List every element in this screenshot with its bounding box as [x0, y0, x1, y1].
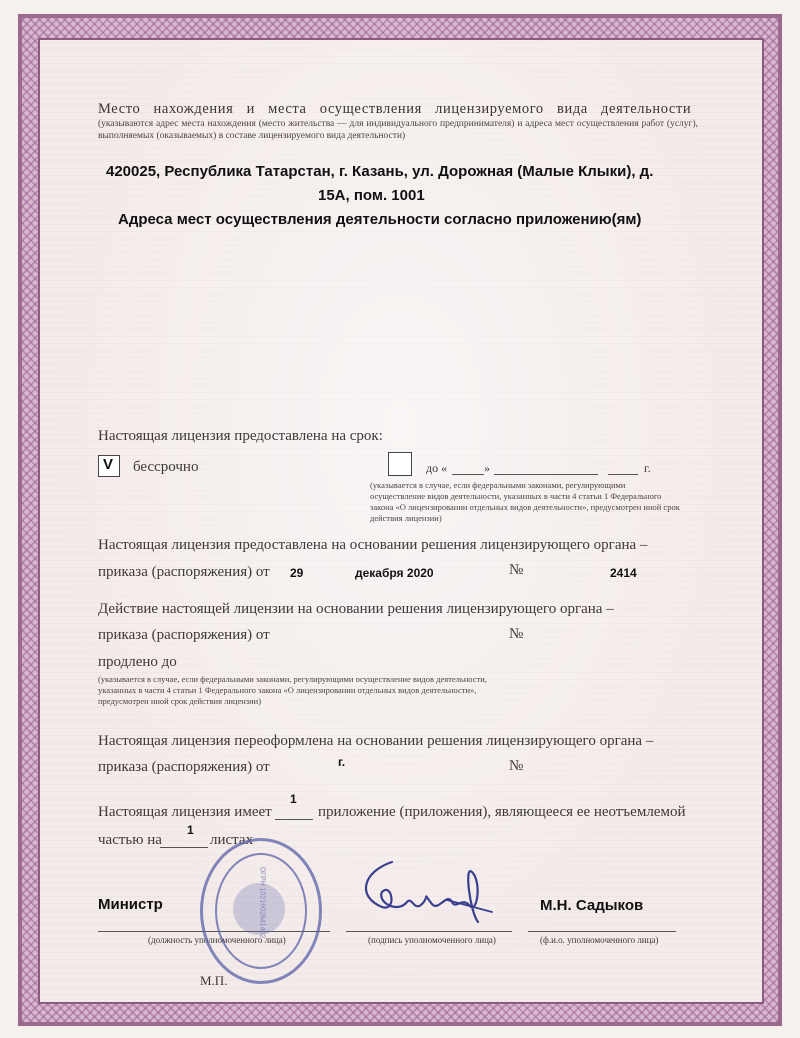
- appendix-part-label: частью на: [98, 832, 162, 848]
- until-day-line: [452, 474, 484, 475]
- until-suffix: г.: [644, 461, 651, 475]
- reissue-year-suffix: г.: [338, 755, 346, 769]
- appendix-sheets: 1: [187, 823, 194, 837]
- address-line-1: 420025, Республика Татарстан, г. Казань, ул. Дорожная (Малые Клыки), д.: [106, 163, 654, 180]
- basis-order-label: приказа (распоряжения) от: [98, 564, 270, 580]
- section-title-note: (указываются адрес места нахождения (место жительства — для индивидуального предпринимателя) и адреса мест осуществления работ (услуг), выполняемых (оказываемых) в составе лицензируемого вида деятельности): [98, 119, 698, 141]
- basis-number-sign: №: [509, 562, 524, 578]
- until-checkbox: [388, 452, 412, 476]
- until-mid: »: [484, 461, 490, 475]
- address-line-3: Адреса мест осуществления деятельности согласно приложению(ям): [118, 211, 642, 228]
- until-note: (указывается в случае, если федеральными законами, регулирующими осуществление видов деятельности, указанных в части 4 статьи 1 Федерального закона «О лицензировании отдельных видов деятельности», предусмотрен иной срок действия лицензии): [370, 480, 680, 523]
- name-line: [528, 931, 676, 932]
- address-line-2: 15А, пом. 1001: [318, 187, 425, 204]
- appendix-sheets-line: [160, 847, 208, 848]
- appendix-count: 1: [290, 792, 297, 806]
- signature-note: (подпись уполномоченного лица): [368, 935, 496, 945]
- until-year-line: [608, 474, 638, 475]
- appendix-count-line: [275, 819, 313, 820]
- term-label: Настоящая лицензия предоставлена на срок:: [98, 428, 383, 444]
- appendix-text-suffix: приложение (приложения), являющееся ее неотъемлемой: [318, 804, 686, 820]
- unlimited-checkbox: [98, 455, 120, 477]
- seal-label: М.П.: [200, 973, 228, 988]
- basis-number: 2414: [610, 566, 637, 580]
- until-month-line: [494, 474, 598, 475]
- reissue-number-sign: №: [509, 758, 524, 774]
- seal-text: ОГРН 1021602841402: [258, 866, 266, 939]
- signatory-position: Министр: [98, 896, 163, 913]
- extension-line-1: Действие настоящей лицензии на основании решения лицензирующего органа –: [98, 601, 614, 617]
- unlimited-label: бессрочно: [133, 459, 199, 475]
- reissue-line-1: Настоящая лицензия переоформлена на основании решения лицензирующего органа –: [98, 733, 654, 749]
- until-prefix: до «: [426, 461, 448, 475]
- extension-number-sign: №: [509, 626, 524, 642]
- handwritten-signature: [352, 852, 502, 932]
- extension-note: (указывается в случае, если федеральными законами, регулирующими осуществление видов деятельности, указанных в части 4 статьи 1 Федерального закона «О лицензировании отдельных видов деятельности», предусмотрен иной срок действия лицензии): [98, 674, 487, 706]
- position-note: (должность уполномоченного лица): [148, 935, 286, 945]
- basis-day: 29: [290, 566, 304, 580]
- reissue-order-label: приказа (распоряжения) от: [98, 759, 270, 775]
- name-note: (ф.и.о. уполномоченного лица): [540, 935, 659, 945]
- basis-line-1: Настоящая лицензия предоставлена на основании решения лицензирующего органа –: [98, 537, 648, 553]
- basis-month-year: декабря 2020: [355, 566, 434, 580]
- section-title: Место нахождения и места осуществления лицензируемого вида деятельности: [98, 101, 692, 117]
- extension-order-label: приказа (распоряжения) от: [98, 627, 270, 643]
- official-seal: [200, 838, 322, 984]
- appendix-text-prefix: Настоящая лицензия имеет: [98, 804, 272, 820]
- appendix-sheets-suffix: листах: [210, 832, 254, 848]
- extended-until-label: продлено до: [98, 654, 177, 670]
- check-mark: V: [103, 456, 114, 473]
- signatory-name: М.Н. Садыков: [540, 897, 644, 914]
